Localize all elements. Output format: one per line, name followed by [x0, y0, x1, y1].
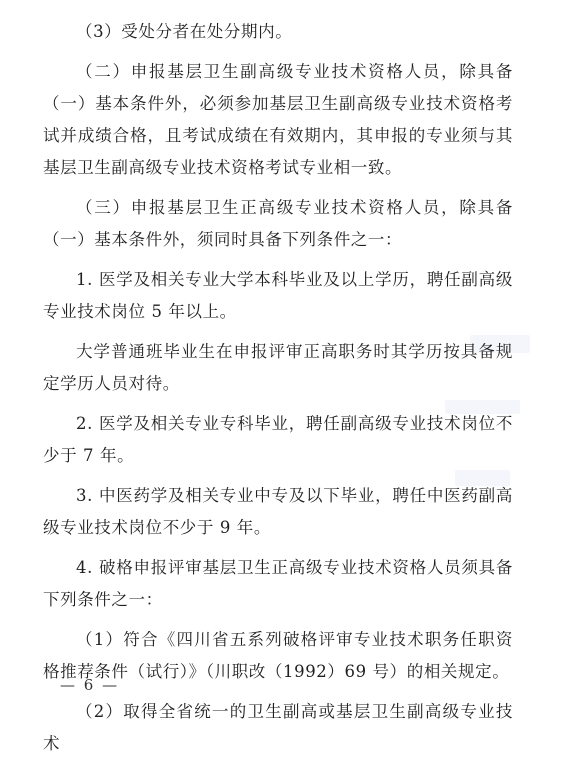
paragraph-condition-3: 3. 中医药学及相关专业中专及以下毕业，聘任中医药副高级专业技术岗位不少于 9 年。: [43, 486, 513, 537]
paragraph-deputy-senior-requirements: （二）申报基层卫生副高级专业技术资格人员，除具备（一）基本条件外，必须参加基层卫生副高级专业技术资格考试并成绩合格，且考试成绩在有效期内，其申报的专业须与其基层卫生副高级专业技术资格考试专业相一致。: [43, 62, 513, 177]
page-number: — 6 —: [60, 676, 120, 694]
paragraph-condition-1-note: 大学普通班毕业生在申报评审正高职务时其学历按具备规定学历人员对待。: [43, 342, 513, 393]
paragraph-condition-4-item-2: （2）取得全省统一的卫生副高或基层卫生副高级专业技术: [43, 702, 513, 753]
paragraph-condition-4-item-1: （1）符合《四川省五系列破格评审专业技术职务任职资格推荐条件（试行）》（川职改（1992）69 号）的相关规定。: [43, 630, 513, 681]
paragraph-penalty-period: （3）受处分者在处分期内。: [76, 22, 293, 41]
paragraph-condition-2: 2. 医学及相关专业专科毕业，聘任副高级专业技术岗位不少于 7 年。: [43, 414, 513, 465]
paragraph-condition-4: 4. 破格申报评审基层卫生正高级专业技术资格人员须具备下列条件之一：: [43, 558, 513, 609]
body-text: [43, 16, 513, 760]
paragraph-senior-requirements: （三）申报基层卫生正高级专业技术资格人员，除具备（一）基本条件外，须同时具备下列条件之一：: [43, 198, 513, 249]
paragraph-condition-1: 1. 医学及相关专业大学本科毕业及以上学历，聘任副高级专业技术岗位 5 年以上。: [43, 270, 513, 321]
